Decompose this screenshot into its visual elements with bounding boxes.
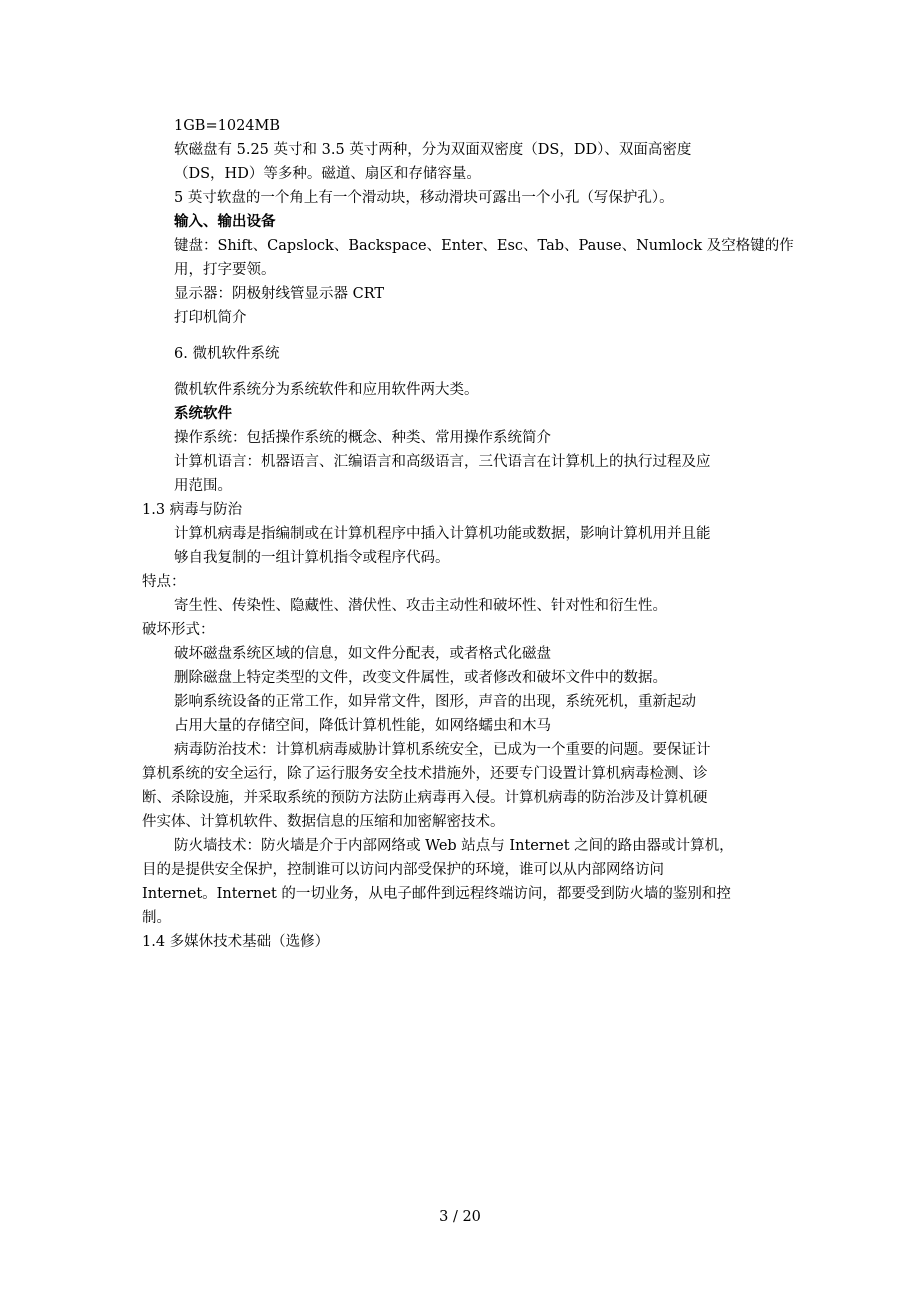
text-line: 断、杀除设施，并采取系统的预防方法防止病毒再入侵。计算机病毒的防治涉及计算机硬 (142, 790, 708, 806)
text-line: 目的是提供安全保护，控制谁可以访问内部受保护的环境，谁可以从内部网络访问 (142, 862, 664, 878)
text-line: 制。 (142, 910, 171, 926)
text-line: 占用大量的存储空间，降低计算机性能，如网络蠕虫和木马 (174, 718, 551, 734)
text-line: 破坏形式： (142, 622, 215, 638)
text-line: 计算机语言：机器语言、汇编语言和高级语言，三代语言在计算机上的执行过程及应 (174, 454, 711, 470)
text-line: 件实体、计算机软件、数据信息的压缩和加密解密技术。 (142, 814, 505, 830)
text-line: 1GB=1024MB (174, 118, 281, 134)
section-heading: 系统软件 (174, 405, 232, 422)
text-line: 5 英寸软盘的一个角上有一个滑动块，移动滑块可露出一个小孔（写保护孔）。 (174, 190, 674, 206)
section-heading: 6. 微机软件系统 (174, 346, 280, 362)
text-line: 用，打字要领。 (174, 262, 276, 278)
text-line: （DS，HD）等多种。磁道、扇区和存储容量。 (174, 166, 481, 182)
text-line: 删除磁盘上特定类型的文件，改变文件属性，或者修改和破坏文件中的数据。 (174, 670, 667, 686)
text-line: 破坏磁盘系统区域的信息，如文件分配表，或者格式化磁盘 (174, 646, 551, 662)
text-line: 病毒防治技术：计算机病毒威胁计算机系统安全，已成为一个重要的问题。要保证计 (174, 742, 711, 758)
text-line: 寄生性、传染性、隐藏性、潜伏性、攻击主动性和破坏性、针对性和衍生性。 (174, 598, 667, 614)
text-line: 计算机病毒是指编制或在计算机程序中插入计算机功能或数据，影响计算机用并且能 (174, 526, 711, 542)
text-line: 打印机简介 (174, 310, 247, 326)
section-heading: 1.3 病毒与防治 (142, 502, 243, 518)
text-line: 够自我复制的一组计算机指令或程序代码。 (174, 550, 450, 566)
page-number: 3 / 20 (439, 1209, 481, 1225)
text-line: 操作系统：包括操作系统的概念、种类、常用操作系统简介 (174, 430, 551, 446)
text-line: 软磁盘有 5.25 英寸和 3.5 英寸两种，分为双面双密度（DS，DD）、双面高密度 (174, 142, 692, 158)
text-line: 微机软件系统分为系统软件和应用软件两大类。 (174, 382, 479, 398)
text-line: 键盘：Shift、Capslock、Backspace、Enter、Esc、Tab、Pause、Numlock 及空格键的作 (174, 238, 794, 254)
text-line: 特点： (142, 574, 186, 590)
text-line: 影响系统设备的正常工作，如异常文件，图形，声音的出现，系统死机，重新起动 (174, 694, 696, 710)
text-line: 算机系统的安全运行，除了运行服务安全技术措施外，还要专门设置计算机病毒检测、诊 (142, 766, 708, 782)
section-heading: 输入、输出设备 (174, 213, 276, 230)
text-line: 显示器：阴极射线管显示器 CRT (174, 286, 385, 302)
text-line: 防火墙技术：防火墙是介于内部网络或 Web 站点与 Internet 之间的路由器或计算机， (174, 838, 734, 854)
text-line: 用范围。 (174, 478, 232, 494)
section-heading: 1.4 多媒休技术基础（选修） (142, 934, 330, 950)
text-line: Internet。Internet 的一切业务，从电子邮件到远程终端访问，都要受到防火墙的鉴别和控 (142, 886, 731, 902)
